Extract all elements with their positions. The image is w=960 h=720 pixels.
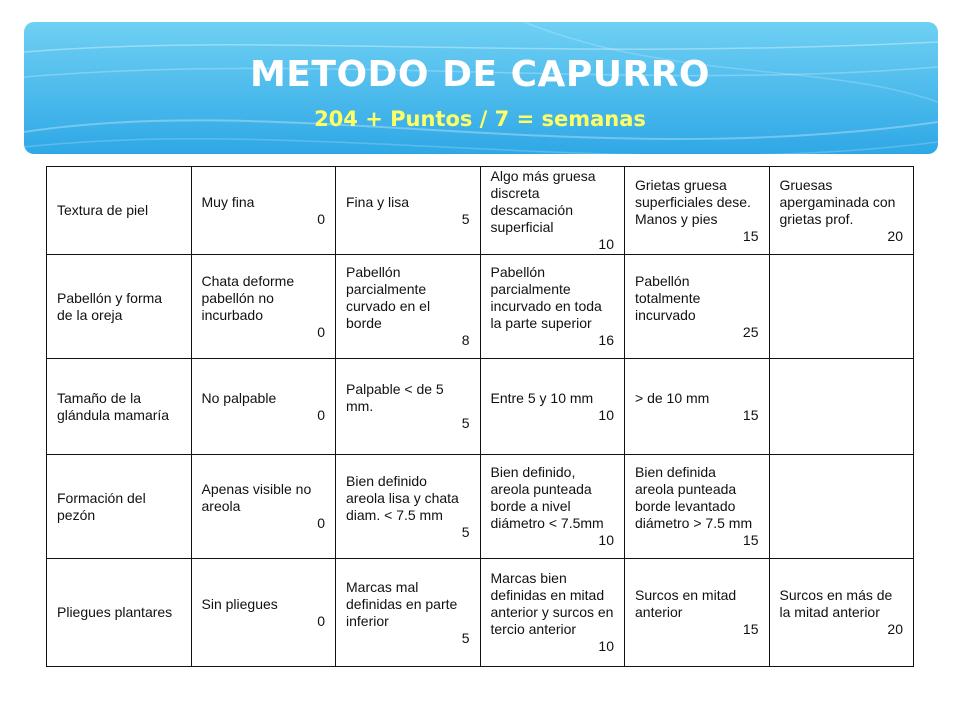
score-description: Gruesas apergaminada con grietas prof. — [779, 176, 896, 227]
score-points: 10 — [598, 236, 614, 252]
row-label: Textura de piel — [57, 202, 149, 218]
score-cell — [336, 255, 481, 359]
row-label-cell — [47, 255, 192, 359]
score-description: Pabellón parcialmente curvado en el borde — [346, 264, 431, 331]
score-description: Algo más gruesa discreta descamación superficial — [490, 168, 596, 235]
score-points: 20 — [887, 227, 903, 244]
score-description: Bien definido areola lisa y chata diam. < 7.5 mm — [346, 472, 459, 523]
row-label-cell — [47, 559, 192, 667]
table-row — [47, 455, 914, 559]
score-cell — [191, 359, 336, 455]
score-points: 0 — [317, 210, 325, 227]
score-cell — [625, 559, 770, 667]
score-cell — [191, 255, 336, 359]
score-description: Fina y lisa — [346, 193, 410, 210]
score-cell — [336, 359, 481, 455]
score-cell-empty — [769, 455, 914, 559]
score-points: 8 — [461, 332, 470, 348]
score-description: Marcas mal definidas en parte inferior — [346, 578, 458, 629]
score-cell — [336, 455, 481, 559]
score-description: Muy fina — [201, 193, 255, 210]
score-description: Grietas gruesa superficiales dese. Manos y pies — [635, 176, 751, 227]
score-points: 15 — [742, 532, 759, 548]
score-points: 15 — [742, 227, 759, 244]
score-points: 5 — [461, 629, 470, 646]
page-subtitle: 204 + Puntos / 7 = semanas — [314, 107, 646, 131]
score-description: Sin pliegues — [201, 595, 278, 612]
page-title: METODO DE CAPURRO — [249, 54, 711, 95]
score-cell-empty — [769, 255, 914, 359]
score-points: 15 — [742, 621, 759, 637]
score-points: 5 — [461, 523, 470, 540]
score-points: 15 — [742, 406, 759, 423]
row-label-cell — [47, 455, 192, 559]
score-description: Palpable < de 5 mm. — [346, 381, 444, 414]
score-description: Marcas bien definidas en mitad anterior y surcos en tercio anterior — [490, 570, 614, 637]
table-row — [47, 559, 914, 667]
score-points: 25 — [742, 323, 759, 340]
score-points: 0 — [317, 612, 325, 629]
score-points: 5 — [461, 415, 470, 431]
score-description: Surcos en mitad anterior — [635, 587, 737, 620]
score-points: 0 — [317, 323, 325, 340]
score-points: 10 — [598, 532, 614, 548]
score-cell — [625, 255, 770, 359]
score-points: 16 — [598, 332, 614, 348]
score-cell — [480, 255, 625, 359]
score-cell — [191, 559, 336, 667]
score-cell — [625, 167, 770, 255]
score-description: Entre 5 y 10 mm — [490, 389, 594, 406]
row-label-cell — [47, 167, 192, 255]
row-label: Formación del pezón — [57, 489, 146, 523]
row-label: Pliegues plantares — [57, 604, 173, 620]
row-label: Tamaño de la glándula mamaría — [57, 389, 170, 423]
score-cell — [769, 559, 914, 667]
score-points: 0 — [317, 406, 325, 423]
table-row — [47, 255, 914, 359]
table-row — [47, 167, 914, 255]
score-cell — [625, 359, 770, 455]
score-cell — [480, 455, 625, 559]
score-cell — [480, 359, 625, 455]
score-cell — [480, 167, 625, 255]
score-points: 10 — [598, 406, 614, 423]
table-row — [47, 359, 914, 455]
score-points: 5 — [461, 210, 470, 227]
row-label: Pabellón y forma de la oreja — [57, 289, 163, 323]
score-points: 10 — [598, 638, 614, 654]
score-points: 0 — [317, 515, 325, 531]
score-description: Pabellón parcialmente incurvado en toda la parte superior — [490, 264, 602, 331]
score-cell — [191, 167, 336, 255]
score-description: Bien definido, areola punteada borde a nivel diámetro < 7.5mm — [490, 464, 604, 531]
row-label-cell — [47, 359, 192, 455]
score-description: Bien definida areola punteada borde levantado diámetro > 7.5 mm — [635, 464, 753, 531]
score-cell-empty — [769, 359, 914, 455]
score-points: 20 — [887, 621, 903, 637]
score-cell — [336, 167, 481, 255]
score-cell — [769, 167, 914, 255]
capurro-table — [46, 166, 914, 667]
score-cell — [480, 559, 625, 667]
score-cell — [336, 559, 481, 667]
score-description: > de 10 mm — [635, 389, 710, 406]
score-description: Apenas visible no areola — [201, 481, 312, 514]
score-description: Chata deforme pabellón no incurbado — [201, 272, 295, 323]
score-description: Surcos en más de la mitad anterior — [779, 587, 893, 620]
score-description: No palpable — [201, 389, 277, 406]
score-description: Pabellón totalmente incurvado — [635, 272, 701, 323]
score-cell — [625, 455, 770, 559]
score-cell — [191, 455, 336, 559]
